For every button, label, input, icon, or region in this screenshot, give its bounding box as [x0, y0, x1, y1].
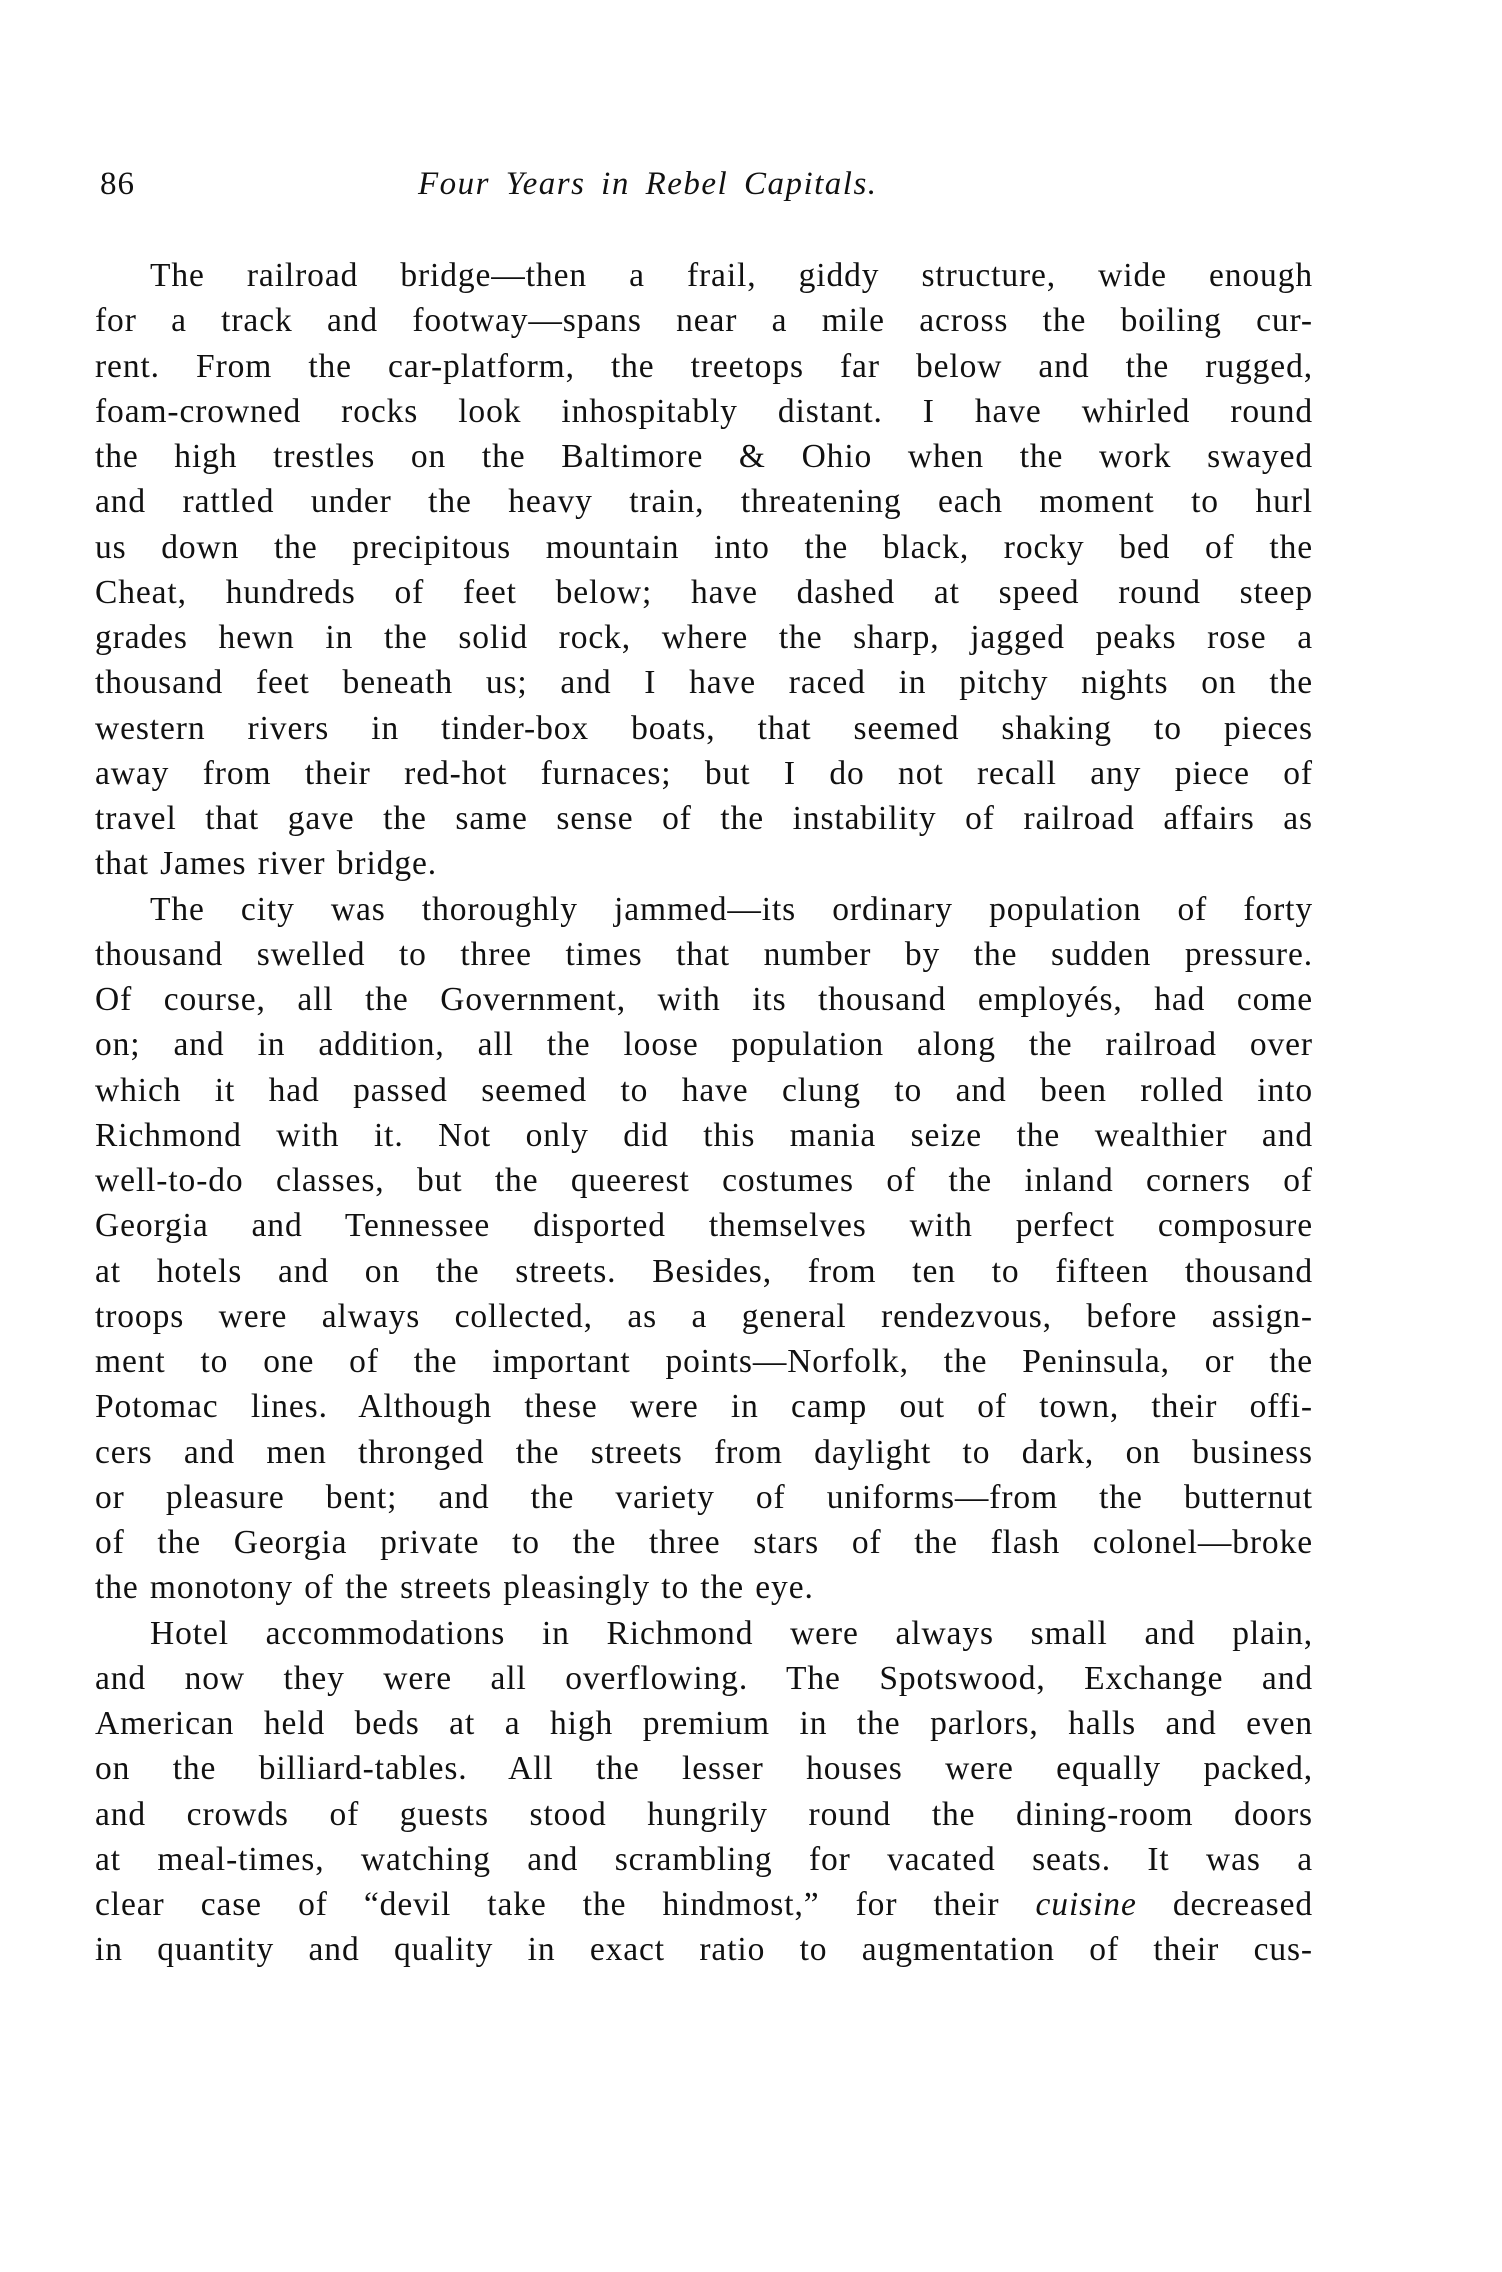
text-segment: decreased: [1136, 1886, 1313, 1923]
text-line: Hotel accommodations in Richmond were always small and plain,: [150, 1614, 1313, 1652]
text-line: thousand feet beneath us; and I have raced in pitchy nights on the: [95, 664, 1313, 702]
text-line: of the Georgia private to the three stars of the flash colonel—broke: [95, 1524, 1313, 1561]
text-line: and crowds of guests stood hungrily round the dining-room doors: [95, 1795, 1313, 1833]
paragraph-3: [95, 1611, 1313, 1973]
italic-word: cuisine: [1035, 1886, 1137, 1923]
text-line: that James river bridge.: [95, 845, 438, 883]
text-line: thousand swelled to three times that number by the sudden pressure.: [95, 935, 1313, 973]
text-line: Georgia and Tennessee disported themselves with perfect composure: [95, 1207, 1313, 1245]
running-title: Four Years in Rebel Capitals.: [418, 166, 878, 202]
text-line: which it had passed seemed to have clung to and been rolled into: [95, 1071, 1313, 1109]
text-line: Of course, all the Government, with its thousand employés, had come: [95, 981, 1313, 1018]
text-line: the monotony of the streets pleasingly to the eye.: [95, 1569, 814, 1607]
text-segment: clear case of “devil take the hindmost,” for their: [95, 1886, 1036, 1923]
page-number: 86: [100, 166, 135, 202]
text-line: and rattled under the heavy train, threatening each moment to hurl: [95, 483, 1313, 521]
text-line: at hotels and on the streets. Besides, from ten to fifteen thousand: [95, 1252, 1313, 1290]
text-line: rent. From the car-platform, the treetops far below and the rugged,: [95, 347, 1313, 385]
text-line: Cheat, hundreds of feet below; have dashed at speed round steep: [95, 573, 1313, 611]
text-line: the high trestles on the Baltimore & Ohio when the work swayed: [95, 438, 1313, 475]
paragraph-2: [95, 887, 1313, 1611]
text-line: ment to one of the important points—Norfolk, the Peninsula, or the: [95, 1343, 1313, 1380]
text-line: well-to-do classes, but the queerest costumes of the inland corners of: [95, 1162, 1313, 1199]
text-line-with-italic: [95, 1882, 1313, 1927]
text-line: us down the precipitous mountain into the black, rocky bed of the: [95, 528, 1313, 566]
text-line: cers and men thronged the streets from daylight to dark, on business: [95, 1433, 1313, 1471]
text-line: away from their red-hot furnaces; but I do not recall any piece of: [95, 754, 1313, 792]
text-line: in quantity and quality in exact ratio to augmentation of their cus-: [95, 1931, 1313, 1969]
text-line: grades hewn in the solid rock, where the sharp, jagged peaks rose a: [95, 619, 1313, 656]
text-line: The city was thoroughly jammed—its ordinary population of forty: [150, 890, 1313, 928]
text-line: for a track and footway—spans near a mile across the boiling cur-: [95, 302, 1313, 340]
text-line: western rivers in tinder-box boats, that seemed shaking to pieces: [95, 709, 1313, 747]
text-line: on; and in addition, all the loose population along the railroad over: [95, 1026, 1313, 1064]
text-line: troops were always collected, as a general rendezvous, before assign-: [95, 1297, 1313, 1335]
body-text: [95, 253, 1313, 1973]
running-head: [100, 162, 1312, 206]
text-line: Potomac lines. Although these were in camp out of town, their offi-: [95, 1388, 1313, 1426]
text-line: American held beds at a high premium in the parlors, halls and even: [95, 1705, 1313, 1742]
text-line: travel that gave the same sense of the instability of railroad affairs as: [95, 800, 1313, 837]
text-line: or pleasure bent; and the variety of uniforms—from the butternut: [95, 1478, 1313, 1516]
text-line: foam-crowned rocks look inhospitably distant. I have whirled round: [95, 392, 1313, 430]
text-line: The railroad bridge—then a frail, giddy structure, wide enough: [150, 257, 1313, 294]
text-line: and now they were all overflowing. The Spotswood, Exchange and: [95, 1659, 1313, 1697]
text-line: at meal-times, watching and scrambling for vacated seats. It was a: [95, 1840, 1313, 1878]
text-line: on the billiard-tables. All the lesser houses were equally packed,: [95, 1750, 1313, 1788]
paragraph-1: [95, 253, 1313, 887]
text-line: Richmond with it. Not only did this mania seize the wealthier and: [95, 1116, 1313, 1154]
